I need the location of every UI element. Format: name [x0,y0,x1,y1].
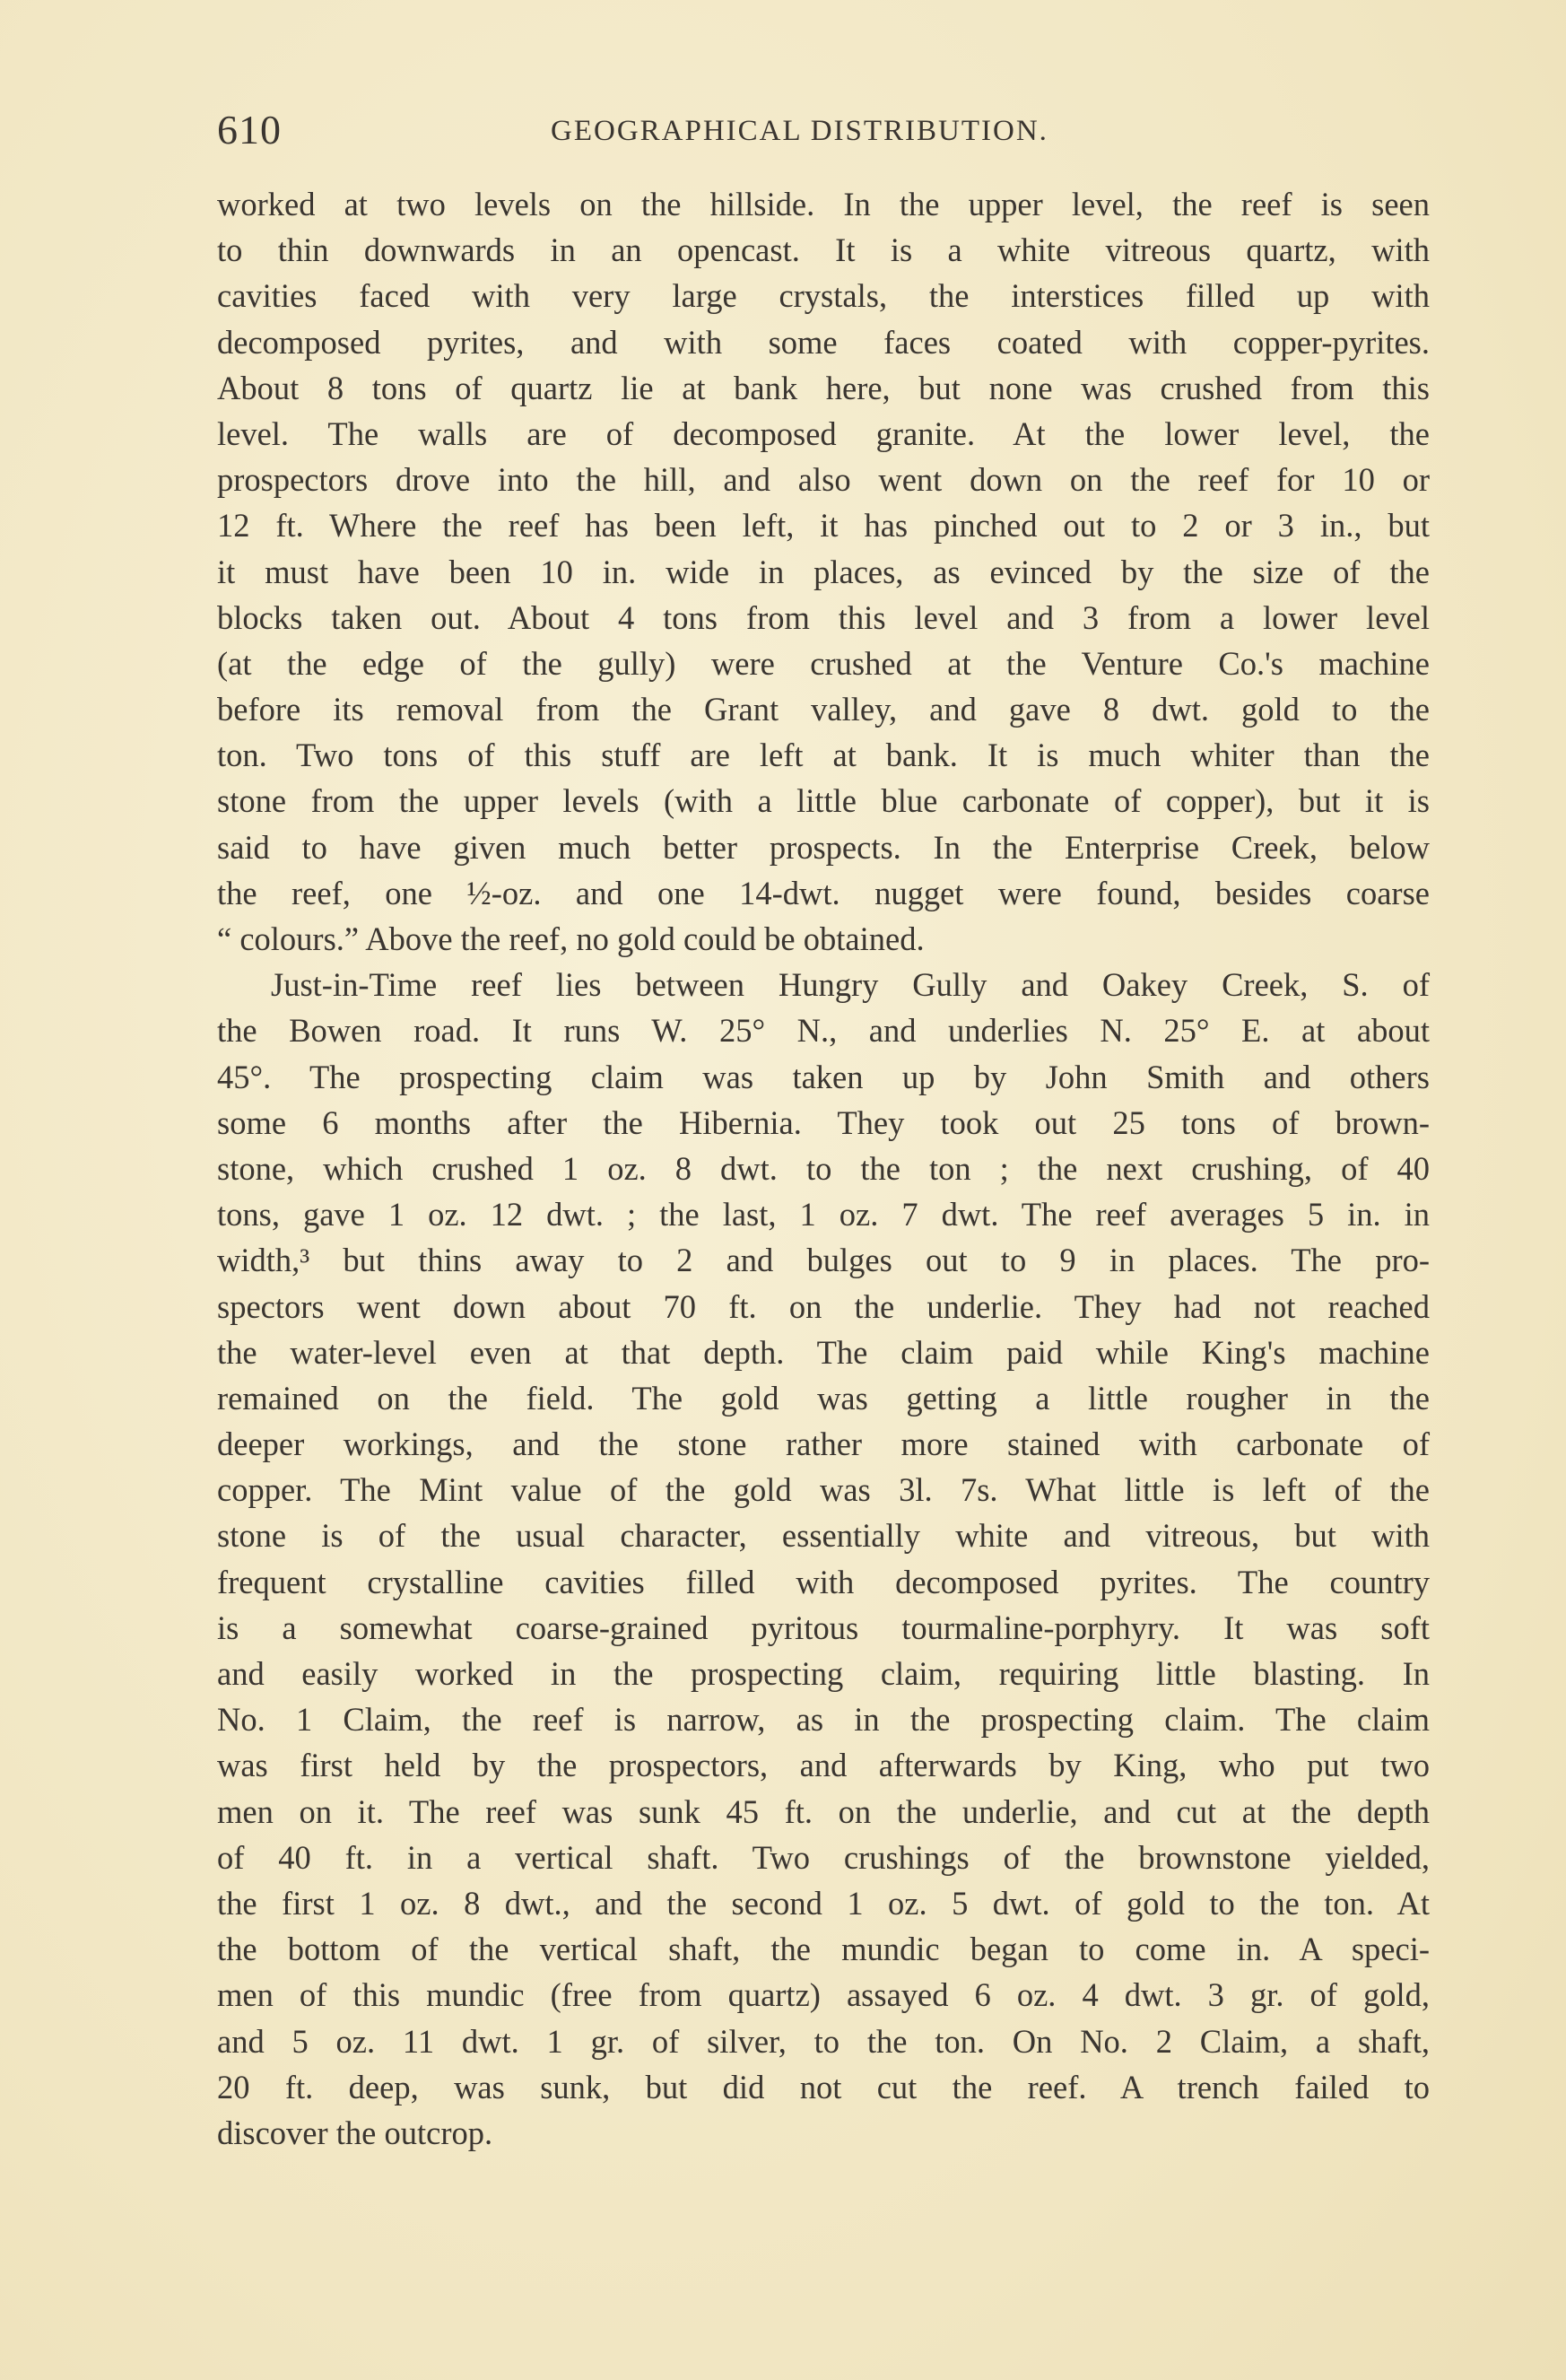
text-line: Just-in-Time reef lies between Hungry Gully and Oakey Creek, S. of [271,966,1430,1004]
text-line: “ colours.” Above the reef, no gold could be obtained. [217,920,925,957]
text-line: remained on the field. The gold was getting a little rougher in the [217,1379,1430,1417]
text-line: and easily worked in the prospecting claim, requiring little blasting. In [217,1655,1430,1692]
text-line: About 8 tons of quartz lie at bank here, but none was crushed from this [217,369,1430,406]
text-line: blocks taken out. About 4 tons from this level and 3 from a lower level [217,598,1430,636]
text-line: (at the edge of the gully) were crushed at the Venture Co.'s machine [217,644,1430,682]
text-line: it must have been 10 in. wide in places, as evinced by the size of the [217,553,1430,590]
text-line: is a somewhat coarse-grained pyritous tourmaline-porphyry. It was soft [217,1608,1430,1646]
text-line: stone is of the usual character, essentially white and vitreous, but with [217,1517,1430,1555]
text-line: men of this mundic (free from quartz) assayed 6 oz. 4 dwt. 3 gr. of gold, [217,1976,1430,2014]
paragraph-1 [217,181,1430,962]
text-line: 45°. The prospecting claim was taken up by John Smith and others [217,1058,1430,1095]
text-line: prospectors drove into the hill, and also went down on the reef for 10 or [217,461,1430,499]
text-line: and 5 oz. 11 dwt. 1 gr. of silver, to the ton. On No. 2 Claim, a shaft, [217,2022,1430,2060]
text-line: ton. Two tons of this stuff are left at bank. It is much whiter than the [217,737,1430,774]
text-line: No. 1 Claim, the reef is narrow, as in the prospecting claim. The claim [217,1701,1430,1739]
text-line: stone, which crushed 1 oz. 8 dwt. to the ton ; the next crushing, of 40 [217,1149,1430,1187]
text-line: width,³ but thins away to 2 and bulges out to 9 in places. The pro- [217,1242,1430,1279]
text-line: level. The walls are of decomposed granite. At the lower level, the [217,414,1430,452]
text-line: before its removal from the Grant valley, and gave 8 dwt. gold to the [217,691,1430,728]
text-line: 20 ft. deep, was sunk, but did not cut the reef. A trench failed to [217,2068,1430,2105]
text-line: decomposed pyrites, and with some faces coated with copper-pyrites. [217,323,1430,361]
text-line: the bottom of the vertical shaft, the mundic began to come in. A speci- [217,1931,1430,1968]
text-line: the first 1 oz. 8 dwt., and the second 1 oz. 5 dwt. of gold to the ton. At [217,1884,1430,1922]
text-line: the water-level even at that depth. The claim paid while King's machine [217,1333,1430,1371]
text-line: frequent crystalline cavities filled with decomposed pyrites. The country [217,1563,1430,1600]
paragraph-2 [217,962,1430,2156]
text-line: spectors went down about 70 ft. on the underlie. They had not reached [217,1287,1430,1325]
running-title: GEOGRAPHICAL DISTRIBUTION. [551,115,1048,147]
page-number: 610 [217,107,282,153]
text-line: cavities faced with very large crystals, the interstices filled up with [217,277,1430,315]
page-header [217,106,1430,160]
text-line: of 40 ft. in a vertical shaft. Two crushings of the brownstone yielded, [217,1838,1430,1876]
text-line: the Bowen road. It runs W. 25° N., and underlies N. 25° E. at about [217,1012,1430,1050]
text-line: said to have given much better prospects. In the Enterprise Creek, below [217,828,1430,866]
text-line: stone from the upper levels (with a little blue carbonate of copper), but it is [217,782,1430,820]
text-line: men on it. The reef was sunk 45 ft. on the underlie, and cut at the depth [217,1792,1430,1830]
text-line: tons, gave 1 oz. 12 dwt. ; the last, 1 oz. 7 dwt. The reef averages 5 in. in [217,1196,1430,1234]
text-line: 12 ft. Where the reef has been left, it has pinched out to 2 or 3 in., but [217,507,1430,545]
text-line: copper. The Mint value of the gold was 3l. 7s. What little is left of the [217,1471,1430,1509]
body-text [217,181,1430,2156]
text-line: the reef, one ½-oz. and one 14-dwt. nugget were found, besides coarse [217,874,1430,911]
text-line: worked at two levels on the hillside. In the upper level, the reef is seen [217,186,1430,222]
text-line: was first held by the prospectors, and afterwards by King, who put two [217,1747,1430,1784]
text-line: to thin downwards in an opencast. It is a white vitreous quartz, with [217,231,1430,269]
text-line: deeper workings, and the stone rather more stained with carbonate of [217,1425,1430,1463]
text-line: some 6 months after the Hibernia. They took out 25 tons of brown- [217,1103,1430,1141]
text-line: discover the outcrop. [217,2114,493,2151]
